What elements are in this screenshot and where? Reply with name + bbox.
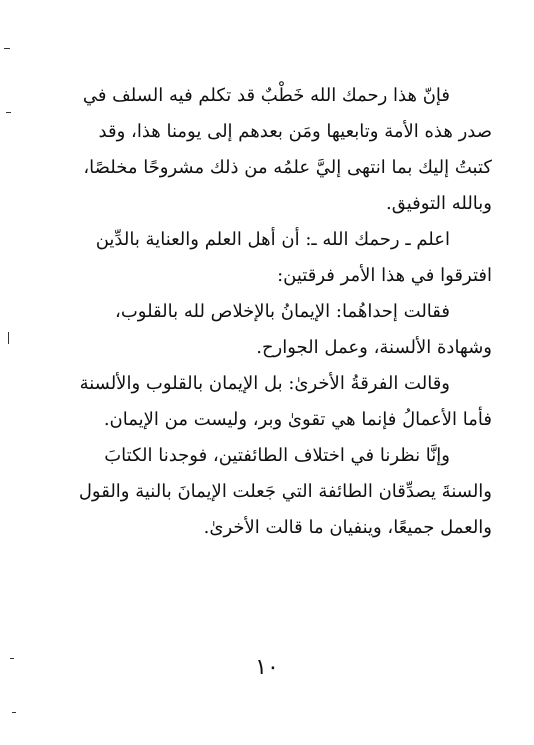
text-line: وبالله التوفيق. xyxy=(386,193,492,214)
scan-mark xyxy=(12,712,16,713)
scan-mark xyxy=(6,112,11,113)
body-text xyxy=(58,78,492,546)
text-line: اعلم ـ رحمك الله ـ: أن أهل العلم والعناية بالدِّين xyxy=(95,229,450,250)
text-line: صدر هذه الأمة وتابعيها ومَن بعدهم إلى يومنا هذا، وقد xyxy=(98,121,492,142)
page-number: ١٠ xyxy=(255,655,279,680)
scan-mark xyxy=(8,332,9,344)
text-line: وقالت الفرقةُ الأخرىٰ: بل الإيمان بالقلوب والألسنة xyxy=(79,373,450,394)
scan-mark xyxy=(10,658,14,659)
text-line: افترقوا في هذا الأمر فرقتين: xyxy=(277,265,492,286)
scan-mark xyxy=(4,48,10,49)
text-line: فأما الأعمالُ فإنما هي تقوىٰ وبر، وليست من الإيمان. xyxy=(103,409,492,430)
text-line: والعمل جميعًا، وينفيان ما قالت الأخرىٰ. xyxy=(203,517,492,538)
text-line: وإنَّا نظرنا في اختلاف الطائفتين، فوجدنا الكتابَ xyxy=(104,445,450,466)
text-line: وشهادة الألسنة، وعمل الجوارح. xyxy=(256,337,492,358)
text-line: والسنةَ يصدِّقان الطائفة التي جَعلت الإيمانَ بالنية والقول xyxy=(78,481,492,502)
text-line: كتبتُ إليك بما انتهى إليَّ علمُه من ذلك مشروحًا مخلصًا، xyxy=(83,157,492,178)
text-line: فإنّ هذا رحمك الله خَطْبٌ قد تكلم فيه السلف في xyxy=(82,85,450,106)
text-line: فقالت إحداهُما: الإيمانُ بالإخلاص لله بالقلوب، xyxy=(115,301,450,322)
